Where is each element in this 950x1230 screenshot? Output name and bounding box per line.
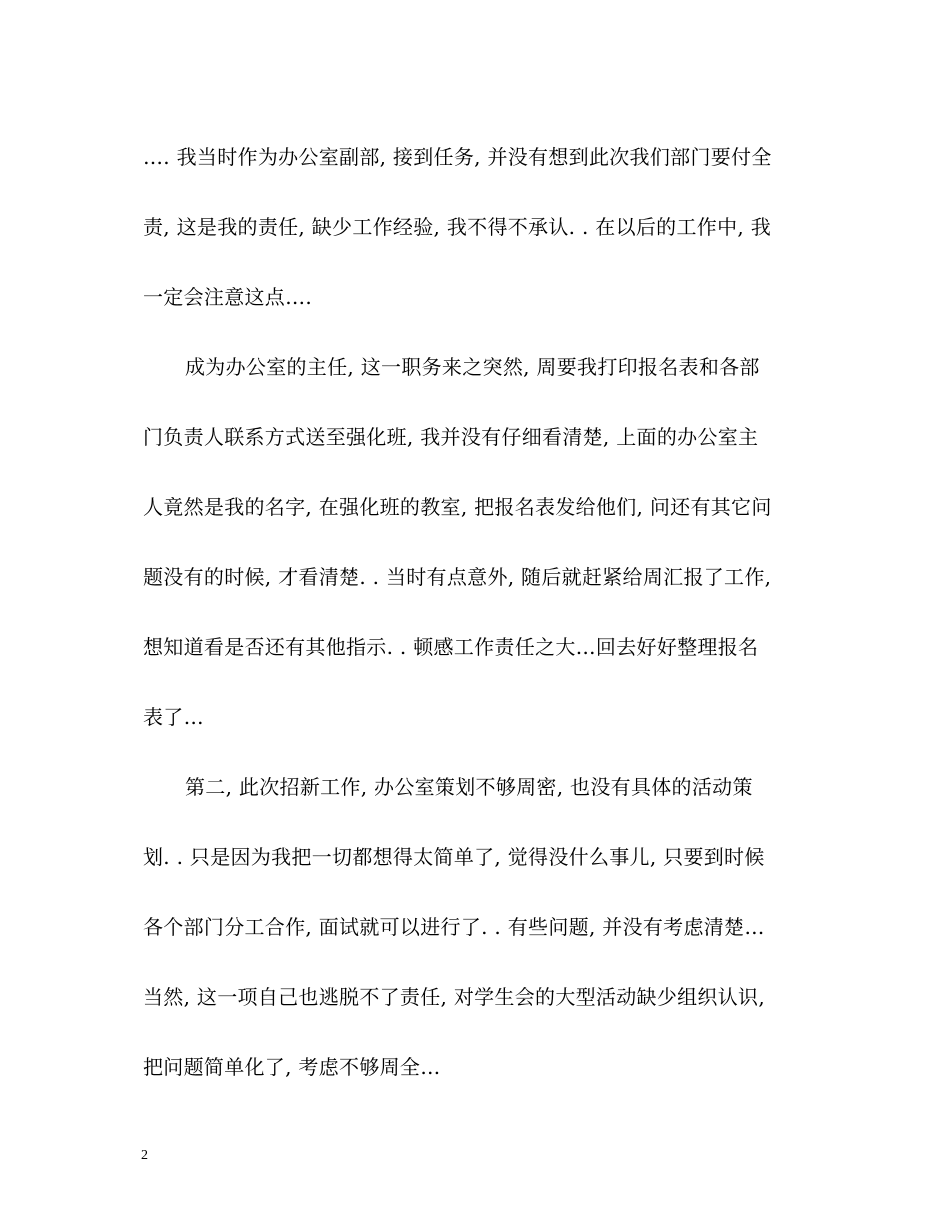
- text-line: 各个部门分工合作, 面试就可以进行了. . 有些问题, 并没有考虑清楚…: [143, 915, 765, 939]
- page-number: 2: [141, 1148, 148, 1163]
- text-line: 表了…: [143, 705, 204, 729]
- text-line: 划. . 只是因为我把一切都想得太简单了, 觉得没什么事儿, 只要到时候: [143, 845, 765, 869]
- paragraph-start-line: 成为办公室的主任, 这一职务来之突然, 周要我打印报名表和各部: [185, 355, 760, 379]
- text-line: 一定会注意这点….: [143, 285, 313, 309]
- paragraph-start-line: 第二, 此次招新工作, 办公室策划不够周密, 也没有具体的活动策: [185, 775, 753, 799]
- text-line: 责, 这是我的责任, 缺少工作经验, 我不得不承认. . 在以后的工作中, 我: [143, 215, 771, 239]
- text-line: 当然, 这一项自己也逃脱不了责任, 对学生会的大型活动缺少组织认识,: [143, 985, 765, 1009]
- text-line: 人竟然是我的名字, 在强化班的教室, 把报名表发给他们, 问还有其它问: [143, 495, 772, 519]
- text-line: 门负责人联系方式送至强化班, 我并没有仔细看清楚, 上面的办公室主: [143, 425, 759, 449]
- text-line: 把问题简单化了, 考虑不够周全…: [143, 1055, 441, 1079]
- body-text: [143, 122, 813, 1102]
- text-line: …. 我当时作为办公室副部, 接到任务, 并没有想到此次我们部门要付全: [143, 145, 772, 169]
- text-line: 想知道看是否还有其他指示. . 顿感工作责任之大…回去好好整理报名: [143, 635, 759, 659]
- text-line: 题没有的时候, 才看清楚. . 当时有点意外, 随后就赶紧给周汇报了工作,: [143, 565, 772, 589]
